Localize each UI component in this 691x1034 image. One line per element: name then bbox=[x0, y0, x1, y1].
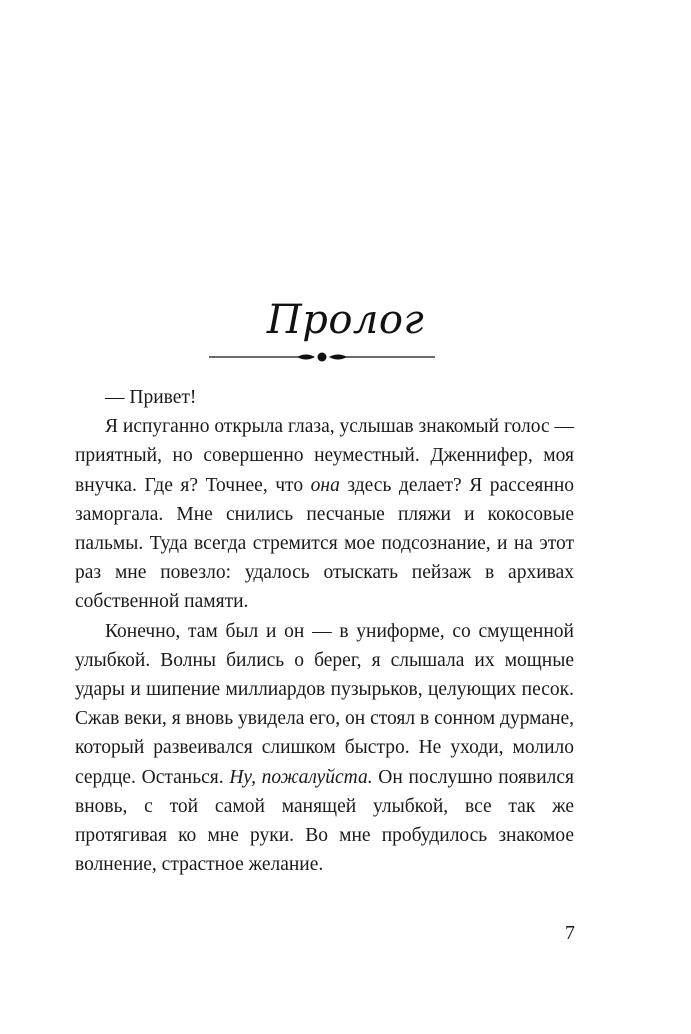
prologue-text bbox=[75, 383, 574, 879]
text-run: Конечно, там был и он — в униформе, со смущенной улыбкой. Волны бились о берег, я слышала их мощные удары и шипение миллиардов пузырьков, целующих песок. Сжав веки, я вновь увидела его, он стоял в сонном дурмане, который развеивался слишком быстро. Не уходи, молило сердце. Останься. bbox=[75, 620, 574, 788]
paragraph bbox=[75, 383, 574, 412]
paragraph bbox=[75, 617, 574, 880]
italic-text: Ну, пожалуйста. bbox=[229, 766, 373, 788]
text-run: здесь делает? Я рассеянно заморгала. Мне снились песчаные пляжи и кокосовые пальмы. Туда всегда стремится мое подсознание, и на этот раз мне повезло: удалось отыскать пейзаж в архивах собственной памяти. bbox=[75, 474, 575, 613]
text-run: Он послушно появился вновь, с той самой манящей улыбкой, все так же протягивая ко мне руки. Во мне пробудилось знакомое волнение, страстное желание. bbox=[75, 766, 574, 876]
ornamental-divider-icon bbox=[209, 346, 435, 368]
chapter-title: Пролог bbox=[266, 297, 425, 343]
text-run: Я испуганно открыла глаза, услышав знакомый голос — приятный, но совершенно неуместный. Дженнифер, моя внучка. Где я? Точнее, что bbox=[75, 416, 574, 496]
page-number: 7 bbox=[565, 922, 575, 944]
italic-text: она bbox=[310, 474, 340, 496]
text-run: — Привет! bbox=[105, 387, 197, 408]
paragraph bbox=[75, 412, 574, 616]
